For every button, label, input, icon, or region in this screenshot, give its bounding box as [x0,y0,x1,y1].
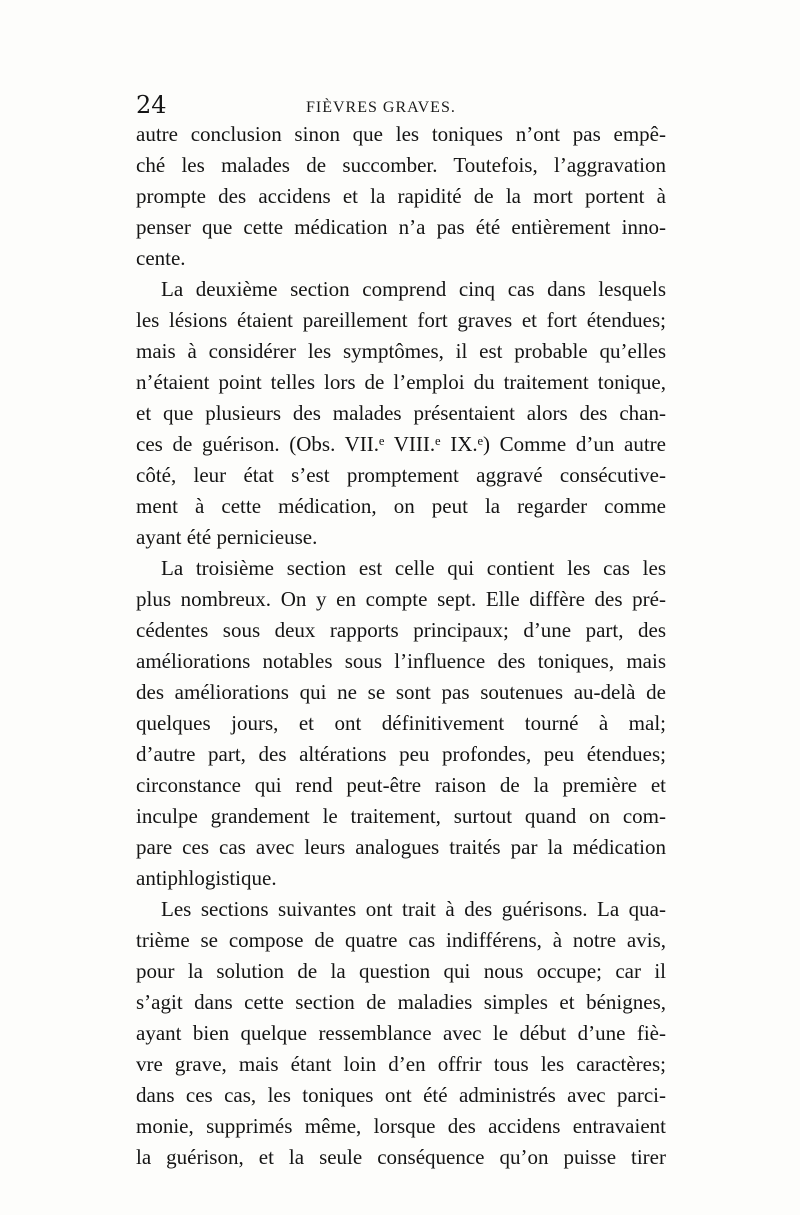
text-line: cente. [136,246,186,270]
text-line: s’agit dans cette section de maladies simples et bénignes, [136,990,666,1014]
text-line: La troisième section est celle qui contient les cas les [161,556,666,580]
text-line: plus nombreux. On y en compte sept. Elle diffère des pré- [136,587,666,611]
page-body [136,119,666,1173]
page-number: 24 [136,91,167,119]
text-line: d’autre part, des altérations peu profondes, peu étendues; [136,742,666,766]
text-line: ces de guérison. (Obs. VII.ᵉ VIII.ᵉ IX.ᵉ) Comme d’un autre [136,432,666,456]
text-line: vre grave, mais étant loin d’en offrir tous les caractères; [136,1052,666,1076]
text-line: pour la solution de la question qui nous occupe; car il [136,959,666,983]
text-line: trième se compose de quatre cas indifférens, à notre avis, [136,928,666,952]
text-line: inculpe grandement le traitement, surtout quand on com- [136,804,666,828]
text-line: des améliorations qui ne se sont pas soutenues au-delà de [136,680,666,704]
text-line: circonstance qui rend peut-être raison de la première et [136,773,666,797]
text-line: autre conclusion sinon que les toniques n’ont pas empê- [136,122,666,146]
paragraph-4 [136,894,666,1173]
text-line: La deuxième section comprend cinq cas dans lesquels [161,277,666,301]
text-line: côté, leur état s’est promptement aggravé consécutive- [136,463,666,487]
text-line: pare ces cas avec leurs analogues traités par la médication [136,835,666,859]
text-line: quelques jours, et ont définitivement tourné à mal; [136,711,666,735]
text-line: monie, supprimés même, lorsque des accidens entravaient [136,1114,666,1138]
text-line: ayant été pernicieuse. [136,525,318,549]
text-line: et que plusieurs des malades présentaient alors des chan- [136,401,666,425]
text-line: les lésions étaient pareillement fort graves et fort étendues; [136,308,666,332]
text-line: ayant bien quelque ressemblance avec le début d’une fiè- [136,1021,666,1045]
text-line: prompte des accidens et la rapidité de la mort portent à [136,184,666,208]
text-line: n’étaient point telles lors de l’emploi du traitement tonique, [136,370,666,394]
text-line: cédentes sous deux rapports principaux; d’une part, des [136,618,666,642]
text-line: Les sections suivantes ont trait à des guérisons. La qua- [161,897,666,921]
paragraph-1 [136,119,666,274]
running-head: FIÈVRES GRAVES. [306,99,456,116]
paragraph-3 [136,553,666,894]
text-line: mais à considérer les symptômes, il est probable qu’elles [136,339,666,363]
text-line: ment à cette médication, on peut la regarder comme [136,494,666,518]
text-line: antiphlogistique. [136,866,277,890]
paragraph-2 [136,274,666,553]
text-line: penser que cette médication n’a pas été entièrement inno- [136,215,666,239]
text-line: améliorations notables sous l’influence des toniques, mais [136,649,666,673]
text-line: la guérison, et la seule conséquence qu’on puisse tirer [136,1145,666,1169]
text-line: dans ces cas, les toniques ont été administrés avec parci- [136,1083,666,1107]
text-line: ché les malades de succomber. Toutefois, l’aggravation [136,153,666,177]
